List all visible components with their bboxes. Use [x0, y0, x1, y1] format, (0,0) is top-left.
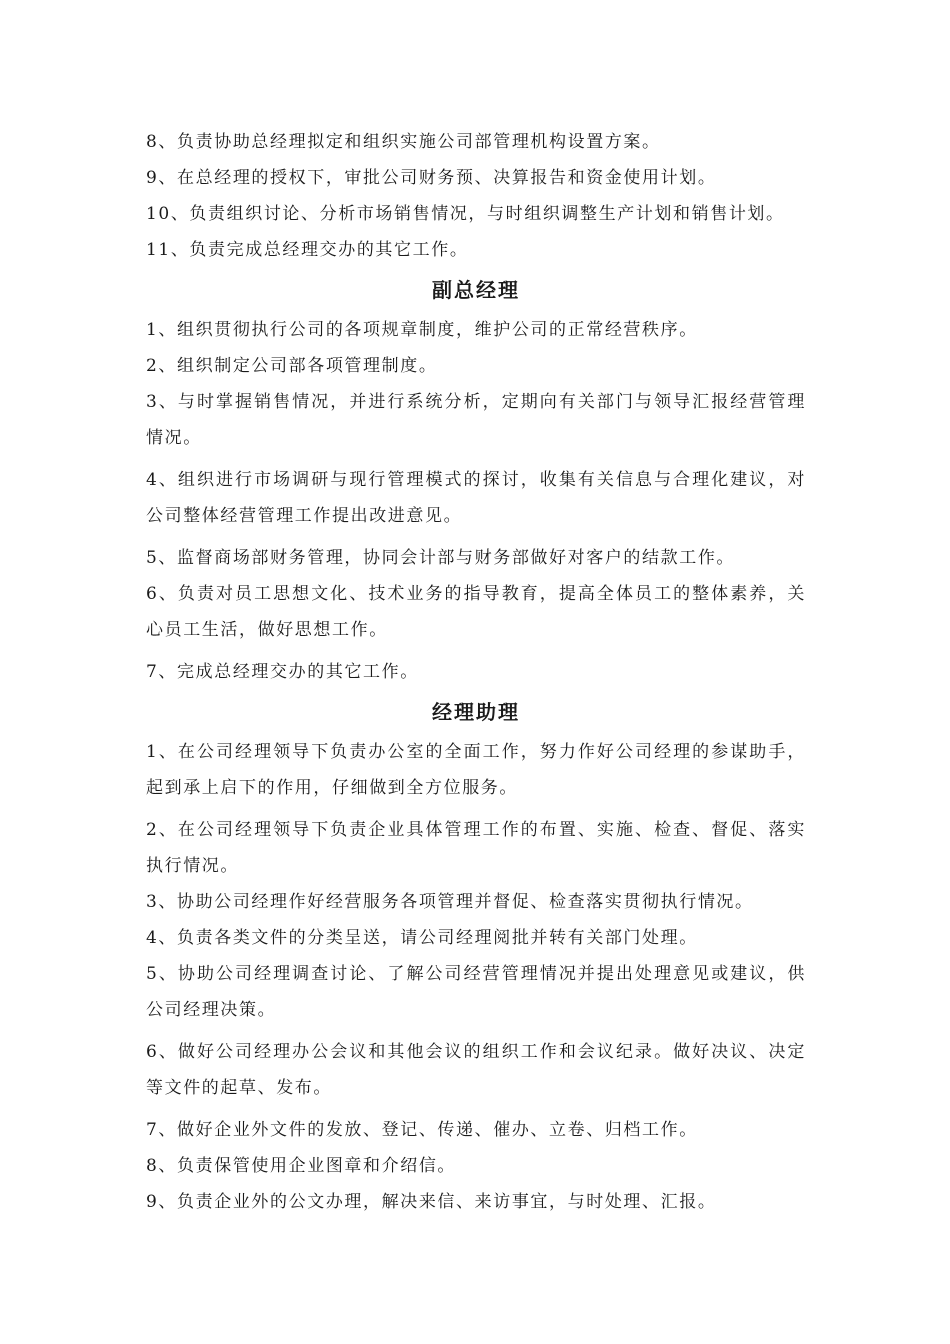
list-item: 1、组织贯彻执行公司的各项规章制度，维护公司的正常经营秩序。 — [146, 320, 698, 340]
list-item: 4、负责各类文件的分类呈送，请公司经理阅批并转有关部门处理。 — [146, 928, 698, 948]
list-item: 3、协助公司经理作好经营服务各项管理并督促、检查落实贯彻执行情况。 — [146, 892, 754, 912]
section-title-deputy: 副总经理 — [432, 278, 520, 302]
list-item: 5、协助公司经理调查讨论、了解公司经营管理情况并提出处理意见或建议，供公司经理决策。 — [146, 964, 806, 1020]
list-item: 4、组织进行市场调研与现行管理模式的探讨，收集有关信息与合理化建议，对公司整体经营管理工作提出改进意见。 — [146, 470, 806, 526]
section-title-assistant: 经理助理 — [432, 700, 520, 724]
list-item: 1、在公司经理领导下负责办公室的全面工作，努力作好公司经理的参谋助手，起到承上启下的作用，仔细做到全方位服务。 — [146, 742, 806, 798]
list-item: 2、组织制定公司部各项管理制度。 — [146, 356, 438, 376]
list-item: 11、负责完成总经理交办的其它工作。 — [146, 240, 469, 260]
list-item: 2、在公司经理领导下负责企业具体管理工作的布置、实施、检查、督促、落实执行情况。 — [146, 820, 806, 876]
list-item: 7、完成总经理交办的其它工作。 — [146, 662, 419, 682]
list-item: 6、做好公司经理办公会议和其他会议的组织工作和会议纪录。做好决议、决定等文件的起草、发布。 — [146, 1042, 806, 1098]
list-item: 8、负责保管使用企业图章和介绍信。 — [146, 1156, 457, 1176]
list-item: 7、做好企业外文件的发放、登记、传递、催办、立卷、归档工作。 — [146, 1120, 698, 1140]
list-item: 10、负责组织讨论、分析市场销售情况，与时组织调整生产计划和销售计划。 — [146, 204, 785, 224]
list-item: 9、负责企业外的公文办理，解决来信、来访事宜，与时处理、汇报。 — [146, 1192, 717, 1212]
list-item: 3、与时掌握销售情况，并进行系统分析，定期向有关部门与领导汇报经营管理情况。 — [146, 392, 806, 448]
document-page — [146, 124, 806, 1220]
list-item: 6、负责对员工思想文化、技术业务的指导教育，提高全体员工的整体素养，关心员工生活，做好思想工作。 — [146, 584, 806, 640]
list-item: 5、监督商场部财务管理，协同会计部与财务部做好对客户的结款工作。 — [146, 548, 736, 568]
list-item: 9、在总经理的授权下，审批公司财务预、决算报告和资金使用计划。 — [146, 168, 717, 188]
list-item: 8、负责协助总经理拟定和组织实施公司部管理机构设置方案。 — [146, 132, 661, 152]
